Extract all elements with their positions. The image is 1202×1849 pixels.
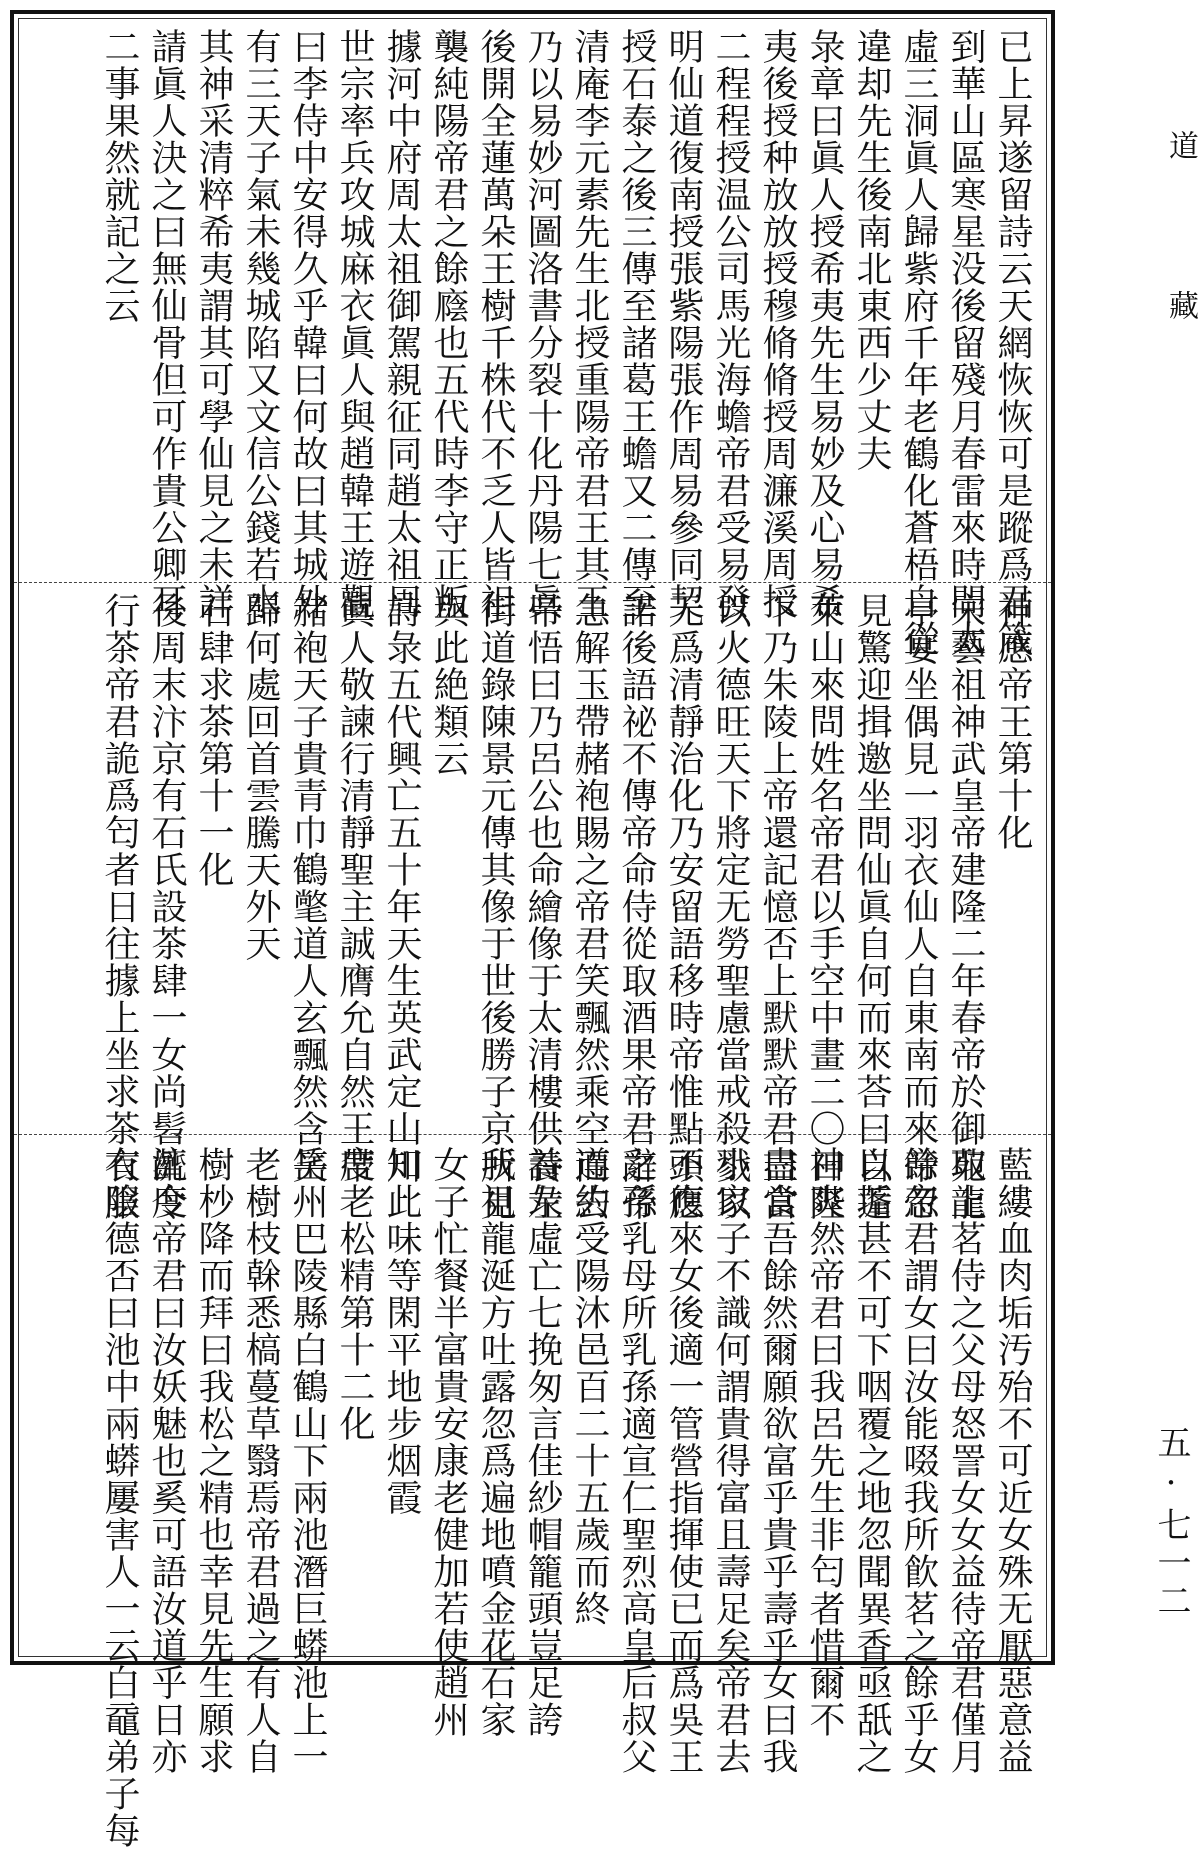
text-column: 二程程授温公司馬光海蟾帝君受易發 xyxy=(710,28,751,620)
text-column: 老樹枝榦悉槁蔓草翳焉帝君過之有人自 xyxy=(240,1146,281,1775)
text-column: 二事果然就記之云 xyxy=(99,28,140,324)
text-column: 盡食吾餘然爾願欲富乎貴乎壽乎女曰我 xyxy=(757,1146,798,1775)
text-column: 樹杪降而拜曰我松之精也幸見先生願求 xyxy=(193,1146,234,1775)
text-column: 度老松精第十二化 xyxy=(334,1146,375,1442)
text-column: 後周末汴京有石氏設茶肆一女尚髫齓令 xyxy=(146,592,187,1221)
text-column: 小家子不識何謂貴得富且壽足矣帝君去 xyxy=(710,1146,751,1775)
text-column: 以垢甚不可下咽覆之地忽聞異香亟舐之 xyxy=(851,1146,892,1775)
text-column: 見驚迎揖邀坐問仙眞自何而來荅曰自蓬 xyxy=(851,592,892,1221)
text-column: 襲純陽帝君之餘廕也五代時李守正叛 xyxy=(428,28,469,620)
text-column: 帝悟曰乃呂公也命繪像于太清樓供養左 xyxy=(522,592,563,1221)
text-column: 知此味等閑平地步烟霞 xyxy=(381,1146,422,1516)
text-column: 眞人敬諫行清靜聖主誠膺允自然王帶 xyxy=(334,592,375,1184)
register-divider xyxy=(14,1134,1051,1135)
text-column: 岳州巴陵縣白鶴山下兩池潛巨蟒池上一 xyxy=(287,1146,328,1775)
text-column: 夷後授种放放授穆脩脩授周濂溪周授 xyxy=(757,28,798,620)
text-column: 神爽然帝君曰我呂先生非匄者惜爾不 xyxy=(804,1146,845,1738)
text-column: 行茶帝君詭爲匄者日往據上坐求茶衣服 xyxy=(99,592,140,1221)
text-column: 无爲清靜治化乃安留語移時帝惟點頭應 xyxy=(663,592,704,1221)
text-column: 到華山區寒星没後留殘月春雷來時問太 xyxy=(945,28,986,657)
text-column: 授石泰之後三傳至諸葛王蟾又二傳至 xyxy=(616,28,657,620)
text-column: 後開全蓮萬朵王樹千株代不乏人皆祖 xyxy=(475,28,516,620)
text-column: 神應帝王第十化 xyxy=(992,592,1033,851)
text-column: 以火德旺天下將定无勞聖慮當戒殺戮以 xyxy=(710,592,751,1221)
text-column: 世宗率兵攻城麻衣眞人與趙韓王遊觀 xyxy=(334,28,375,620)
text-column: 濟度帝君曰汝妖魅也奚可語汝道乎日亦 xyxy=(146,1146,187,1775)
text-column: 詩彔虛亡七挽匆言佳紗帽籠頭豈足誇 xyxy=(522,1146,563,1738)
text-column: 急解玉帶赭袍賜之帝君笑飄然乘空而去 xyxy=(569,592,610,1221)
text-column: 詩彔五代興亡五十年天生英武定山川 xyxy=(381,592,422,1184)
text-column: 曰李侍中安得久乎韓曰何故曰其城外 xyxy=(287,28,328,620)
text-column: 女子忙餐半富貴安康老健加若使趙州 xyxy=(428,1146,469,1738)
text-column: 違却先生後南北東西少丈夫 xyxy=(851,28,892,472)
text-column: 街道錄陳景元傳其像于世後勝子京所見 xyxy=(475,592,516,1221)
text-column: 之孫乳母所乳孫適宣仁聖烈高皇后叔父 xyxy=(616,1146,657,1775)
page-number: 五·七一二 xyxy=(1151,1425,1191,1621)
text-column: 下乃朱陵上帝還記憶否上默默帝君曰當 xyxy=(757,592,798,1221)
text-column: 不復來女後適一管營指揮使已而爲吳王 xyxy=(663,1146,704,1775)
text-register-top xyxy=(18,20,1047,657)
text-register-middle xyxy=(18,584,1047,1221)
text-column: 彔章曰眞人授希夷先生易妙及心易希 xyxy=(804,28,845,620)
text-column: 遵約受陽沐邑百二十五歲而終 xyxy=(569,1146,610,1627)
collection-title: 道藏 xyxy=(1163,130,1198,450)
text-column: 歸何處回首雲騰天外天 xyxy=(240,592,281,962)
register-divider xyxy=(14,582,1051,583)
text-column: 據河中府周太祖御駕親征同趙太祖周 xyxy=(381,28,422,620)
text-column: 其神采清粹希夷謂其可學仙見之未詳 xyxy=(193,28,234,620)
text-column: 我祖龍涎方吐露忽爲遍地噴金花石家 xyxy=(475,1146,516,1738)
text-column: 明仙道復南授張紫陽張作周易參同契 xyxy=(663,28,704,620)
text-column: 取上茗侍之父母怒詈女女益待帝君僅月 xyxy=(945,1146,986,1775)
text-column: 諾後語祕不傳帝命侍從取酒果帝君辭帝 xyxy=(616,592,657,1221)
text-column: 赭袍天子貴青巾鶴氅道人玄飄然含笑 xyxy=(287,592,328,1184)
text-column: 有陰德否曰池中兩蟒屢害人一云白黿弟子每 xyxy=(99,1146,140,1849)
text-column: 萊山來問姓名帝君以手空中畫二〇曰陛 xyxy=(804,592,845,1221)
text-column: 已上昇遂留詩云天網恢恢可是蹤爲君箴 xyxy=(992,28,1033,657)
text-column: 虛三洞眞人歸紫府千年老鶴化蒼梧自從 xyxy=(898,28,939,657)
text-column: 餘帝君謂女曰汝能啜我所飮茗之餘乎女 xyxy=(898,1146,939,1775)
text-column: 亭宴坐偶見一羽衣仙人自東南而來帝忽 xyxy=(898,592,939,1221)
text-register-bottom xyxy=(18,1138,1047,1849)
text-column: 請眞人決之曰無仙骨但可作貴公卿耳 xyxy=(146,28,187,620)
text-column: 石肆求茶第十一化 xyxy=(193,592,234,888)
text-column: 清庵李元素先生北授重陽帝君王其王 xyxy=(569,28,610,620)
text-column: 宋藝祖神武皇帝建隆二年春帝於御苑龍 xyxy=(945,592,986,1221)
text-column: 乃以易妙河圖洛書分裂十化丹陽七眞 xyxy=(522,28,563,620)
page-frame xyxy=(10,10,1055,1849)
text-column: 藍縷血肉垢汚殆不可近女殊无厭惡意益 xyxy=(992,1146,1033,1775)
text-column: 有三天子氣未幾城陷又文信公錢若水 xyxy=(240,28,281,620)
text-column: 與此絶類云 xyxy=(428,592,469,777)
